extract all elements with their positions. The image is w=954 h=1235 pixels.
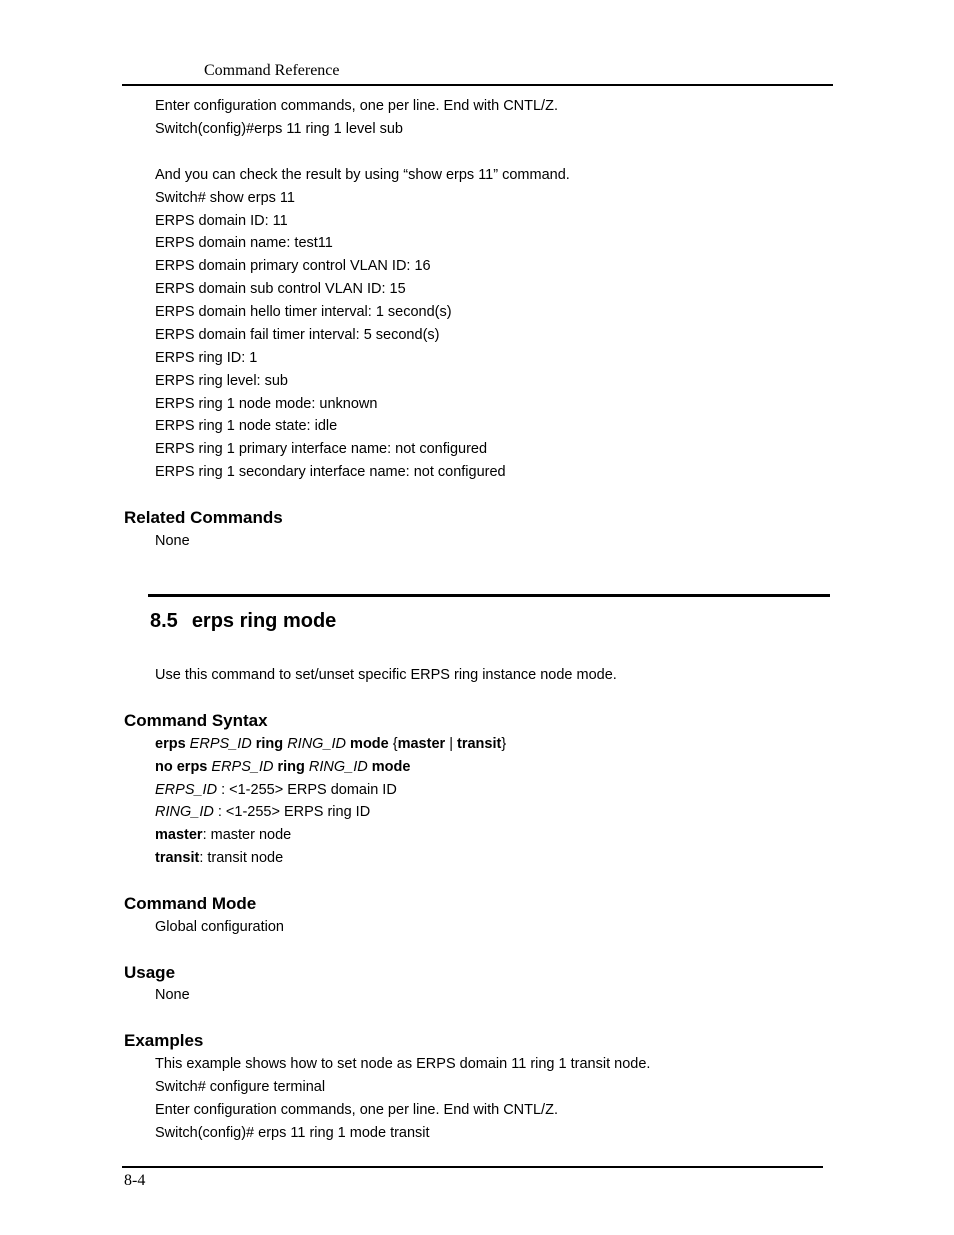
- example-line: Enter configuration commands, one per line. End with CNTL/Z.: [155, 1102, 558, 1118]
- syntax-argument: ERPS_ID: [211, 759, 274, 775]
- syntax-keyword: transit: [457, 736, 502, 752]
- section-description: Use this command to set/unset specific ERPS ring instance node mode.: [155, 667, 617, 683]
- examples-heading: Examples: [124, 1031, 204, 1050]
- syntax-argument: ERPS_ID: [189, 736, 252, 752]
- command-mode-heading: Command Mode: [124, 894, 257, 913]
- usage-heading: Usage: [124, 963, 176, 982]
- page-number: 8-4: [124, 1172, 146, 1189]
- example-line: ERPS domain primary control VLAN ID: 16: [155, 258, 431, 274]
- syntax-argument: RING_ID: [287, 736, 347, 752]
- syntax-line: [155, 758, 410, 776]
- syntax-keyword: mode: [371, 759, 411, 775]
- example-line: Enter configuration commands, one per line. End with CNTL/Z.: [155, 98, 558, 114]
- example-line: ERPS ring ID: 1: [155, 350, 258, 366]
- header-rule: [122, 84, 833, 86]
- section-rule: [148, 594, 830, 597]
- example-line: ERPS domain hello timer interval: 1 second(s): [155, 304, 452, 320]
- syntax-keyword: master: [397, 736, 446, 752]
- syntax-keyword: ring: [255, 736, 284, 752]
- param-line: [155, 849, 283, 867]
- param-name: master: [155, 827, 203, 843]
- param-desc: : master node: [202, 827, 292, 843]
- syntax-keyword: erps: [155, 736, 186, 752]
- syntax-argument: RING_ID: [308, 759, 368, 775]
- param-desc: : <1-255> ERPS domain ID: [217, 782, 397, 798]
- command-mode-text: Global configuration: [155, 919, 284, 935]
- running-header: Command Reference: [204, 62, 340, 79]
- related-commands-text: None: [155, 533, 190, 549]
- section-number: 8.5: [150, 610, 178, 632]
- example-line: ERPS ring 1 primary interface name: not configured: [155, 441, 488, 457]
- example-line: ERPS ring 1 node mode: unknown: [155, 396, 378, 412]
- command-syntax-heading: Command Syntax: [124, 711, 268, 730]
- example-line: Switch# show erps 11: [155, 190, 295, 206]
- syntax-keyword: ring: [277, 759, 305, 775]
- example-line: This example shows how to set node as ERPS domain 11 ring 1 transit node.: [155, 1056, 651, 1072]
- param-name: transit: [155, 850, 200, 866]
- footer-rule: [122, 1166, 823, 1168]
- syntax-separator: |: [449, 736, 453, 752]
- example-line: And you can check the result by using “show erps 11” command.: [155, 167, 570, 183]
- param-line: [155, 803, 370, 821]
- syntax-line: [155, 735, 506, 753]
- usage-text: None: [155, 987, 190, 1003]
- example-line: Switch(config)# erps 11 ring 1 mode transit: [155, 1125, 430, 1141]
- example-line: ERPS ring 1 node state: idle: [155, 418, 338, 434]
- param-name: RING_ID: [155, 804, 214, 820]
- syntax-keyword: no erps: [155, 759, 208, 775]
- param-desc: : <1-255> ERPS ring ID: [213, 804, 371, 820]
- example-line: ERPS domain ID: 11: [155, 213, 288, 229]
- syntax-keyword: mode: [350, 736, 389, 752]
- example-line: ERPS domain sub control VLAN ID: 15: [155, 281, 406, 297]
- param-line: [155, 826, 291, 844]
- syntax-brace: {: [392, 736, 398, 752]
- example-line: Switch# configure terminal: [155, 1079, 326, 1095]
- param-line: [155, 781, 397, 799]
- syntax-brace: }: [501, 736, 507, 752]
- section-title-text: erps ring mode: [191, 610, 337, 632]
- example-line: ERPS domain fail timer interval: 5 second(s): [155, 327, 440, 343]
- related-commands-heading: Related Commands: [124, 508, 283, 527]
- example-line: ERPS ring level: sub: [155, 373, 288, 389]
- example-line: Switch(config)#erps 11 ring 1 level sub: [155, 121, 403, 137]
- param-desc: : transit node: [199, 850, 284, 866]
- section-title: [150, 610, 336, 633]
- example-line: ERPS ring 1 secondary interface name: not configured: [155, 464, 506, 480]
- example-line: ERPS domain name: test11: [155, 235, 333, 251]
- param-name: ERPS_ID: [155, 782, 218, 798]
